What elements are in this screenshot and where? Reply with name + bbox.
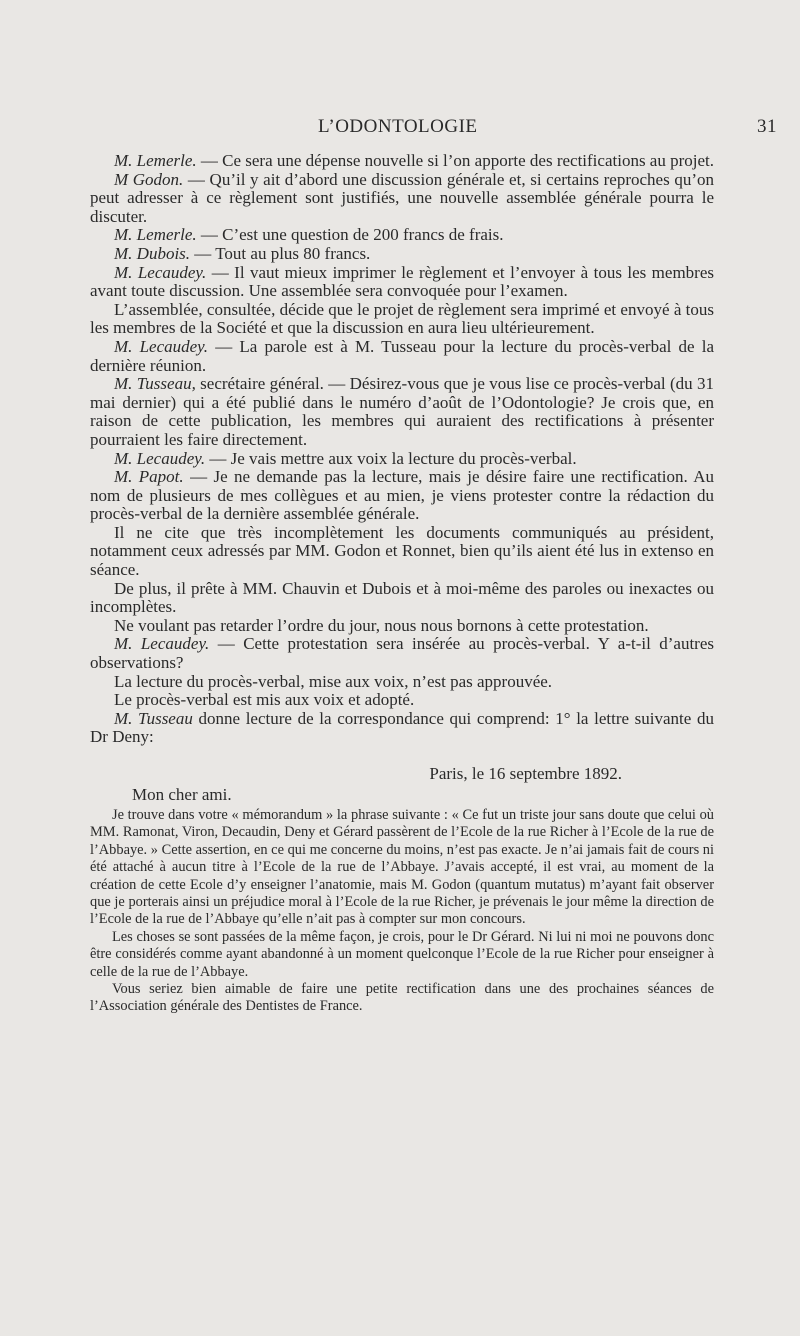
page-number: 31 — [757, 116, 777, 137]
paragraph-text: — C’est une question de 200 francs de frais. — [196, 225, 504, 245]
paragraph-text: — Il vaut mieux imprimer le règlement et l’envoyer à tous les membres avant toute discussion. Une assemblée sera convoquée pour l’examen. — [90, 262, 714, 301]
running-header — [0, 116, 800, 142]
paragraph-text: La lecture du procès-verbal, mise aux voix, n’est pas approuvée. — [114, 671, 553, 691]
speaker-name: M. Lecaudey. — [114, 262, 207, 282]
minutes-paragraph — [90, 468, 714, 524]
letter-greeting: Mon cher ami. — [132, 784, 232, 804]
speaker-name: M. Papot. — [114, 467, 184, 487]
paragraph-text: secrétaire général. — Désirez-vous que je vous lise ce procès-verbal (du 31 mai dernier) qui a été publié dans le numéro d’août de l’Odontologie? Je crois que, en raison de cette publication, les membres qui auraient des rectifications à présenter pourraient les faire directement. — [90, 374, 714, 449]
minutes-paragraph — [90, 635, 714, 672]
speaker-name: M. Lemerle. — [114, 225, 197, 245]
speaker-name: M. Lecaudey. — [114, 448, 206, 468]
minutes-paragraphs — [90, 152, 714, 747]
paragraph-text: Il ne cite que très incomplètement les documents communiqués au président, notamment ceux adressés par MM. Godon et Ronnet, bien qu’ils aient été lus in extenso en séance. — [90, 522, 714, 580]
minutes-paragraph — [90, 524, 714, 580]
minutes-paragraph — [90, 226, 714, 245]
minutes-paragraph — [90, 245, 714, 264]
minutes-paragraph — [90, 617, 714, 636]
letter-paragraph: Les choses se sont passées de la même façon, je crois, pour le Dr Gérard. Ni lui ni moi ne pouvons donc être considérés comme ayant abandonné à un moment quelconque l’Ecole de la rue Richer pour enseigner à celle de la rue de l’Abbaye. — [90, 928, 714, 980]
minutes-paragraph — [90, 338, 714, 375]
paragraph-text: De plus, il prête à MM. Chauvin et Dubois et à moi-même des paroles ou inexactes ou incomplètes. — [90, 578, 714, 617]
speaker-name: M. Tusseau, — [114, 374, 196, 394]
minutes-paragraph — [90, 171, 714, 227]
letter-body — [90, 786, 714, 1016]
minutes-paragraph — [90, 691, 714, 710]
speaker-name: M. Tusseau — [114, 708, 193, 728]
speaker-name: M. Dubois. — [114, 243, 191, 263]
paragraph-text: — Cette protestation sera insérée au procès-verbal. Y a-t-il d’autres observations? — [90, 634, 715, 673]
paragraph-text: Le procès-verbal est mis aux voix et adopté. — [114, 690, 415, 710]
speaker-name: M. Lemerle. — [114, 151, 197, 170]
paragraph-text: — Tout au plus 80 francs. — [190, 243, 371, 263]
paragraph-text: donne lecture de la correspondance qui comprend: 1° la lettre suivante du Dr Deny: — [90, 708, 714, 747]
letter-paragraph: Je trouve dans votre « mémorandum » la phrase suivante : « Ce fut un triste jour sans doute que celui où MM. Ramonat, Viron, Decaudin, Deny et Gérard passèrent de l’Ecole de la rue Richer à l’Ecole de la rue de l’Abbaye. » Cette assertion, en ce qui me concerne du moins, n’est pas exacte. Je n’ai jamais fait de cours ni été attaché à aucun titre à l’Ecole de la rue de l’Abbaye. J’avais accepté, il est vrai, au moment de la création de cette Ecole d’y enseigner l’anatomie, mais M. Godon (quantum mutatus) m’ayant fait observer que je porterais ainsi un préjudice moral à l’Ecole de la rue Richer, je prévenais le jour même la direction de l’Ecole de la rue de l’Abbaye qu’elle n’ait pas à compter sur mon concours. — [90, 807, 714, 928]
speaker-name: M Godon. — [114, 169, 184, 189]
minutes-paragraph — [90, 450, 714, 469]
paragraph-text: — Ce sera une dépense nouvelle si l’on apporte des rectifications au projet. — [196, 151, 715, 170]
paragraph-text: — Qu’il y ait d’abord une discussion générale et, si certains reproches qu’on peut adresser à ce règlement sont justifiés, une nouvelle assemblée générale pourra le discuter. — [90, 169, 714, 226]
main-text — [90, 152, 714, 1016]
paragraph-text: — La parole est à M. Tusseau pour la lecture du procès-verbal de la dernière réunion. — [90, 336, 715, 375]
minutes-paragraph — [90, 301, 714, 338]
letter-paragraph: Vous seriez bien aimable de faire une petite rectification dans une des prochaines séances de l’Association générale des Dentistes de France. — [90, 981, 714, 1015]
minutes-paragraph — [90, 375, 714, 449]
letter-dateline: Paris, le 16 septembre 1892. — [429, 764, 622, 783]
paragraph-text: L’assemblée, consultée, décide que le projet de règlement sera imprimé et envoyé à tous les membres de la Société et que la discussion en aura lieu ultérieurement. — [90, 299, 714, 338]
minutes-paragraph — [90, 152, 714, 171]
minutes-paragraph — [90, 264, 714, 301]
speaker-name: M. Lecaudey. — [114, 336, 209, 356]
minutes-paragraph — [90, 710, 714, 747]
paragraph-text: — Je ne demande pas la lecture, mais je désire faire une rectification. Au nom de plusieurs de mes collègues et au mien, je viens protester contre la rédaction du procès-verbal de la dernière assemblée générale. — [90, 467, 714, 524]
minutes-paragraph — [90, 673, 714, 692]
speaker-name: M. Lecaudey. — [114, 634, 210, 654]
paragraph-text: Ne voulant pas retarder l’ordre du jour, nous nous bornons à cette protestation. — [114, 615, 649, 635]
journal-title: L’ODONTOLOGIE — [318, 116, 478, 137]
minutes-paragraph — [90, 580, 714, 617]
paragraph-text: — Je vais mettre aux voix la lecture du procès-verbal. — [205, 448, 577, 468]
